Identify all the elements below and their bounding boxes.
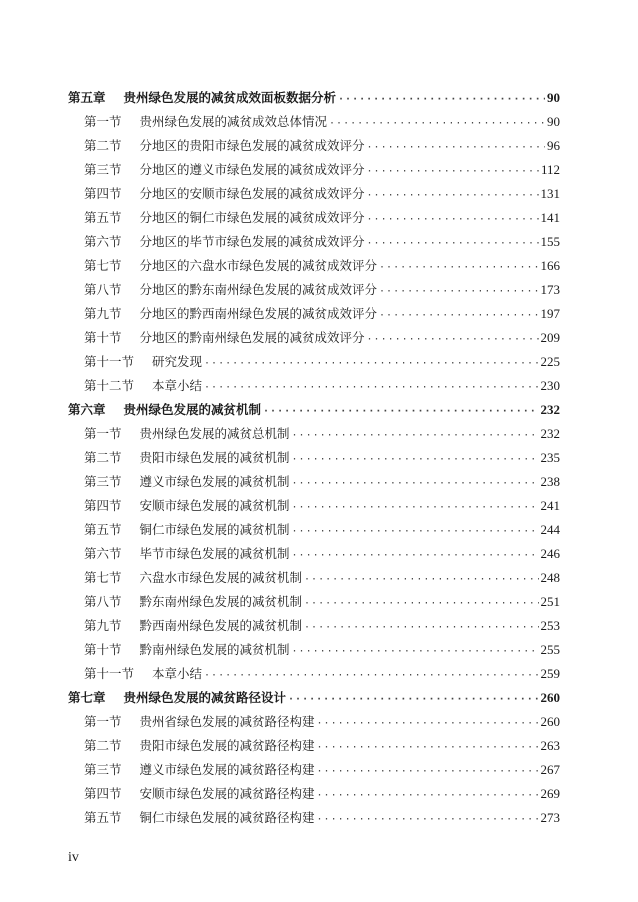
toc-entry-number: 第十节 [84,330,122,345]
toc-leader-dots [288,688,538,712]
toc-entry-number: 第十一节 [84,666,135,681]
toc-entry-title: 黔西南州绿色发展的减贫机制 [139,618,303,633]
toc-entry-title: 分地区的贵阳市绿色发展的减贫成效评分 [139,138,365,153]
toc-entry-title: 安顺市绿色发展的减贫路径构建 [139,786,315,801]
toc-entry-number: 第一节 [84,714,122,729]
toc-section-entry[interactable] [68,470,560,494]
table-of-contents [68,86,560,830]
toc-entry-number: 第六章 [68,402,106,417]
toc-entry-number: 第三节 [84,762,122,777]
toc-entry-number: 第十一节 [84,354,135,369]
toc-leader-dots [367,184,539,208]
toc-section-entry[interactable] [68,230,560,254]
toc-leader-dots [292,448,539,472]
toc-section-entry[interactable] [68,110,560,134]
toc-section-entry[interactable] [68,182,560,206]
toc-entry-number: 第四节 [84,786,122,801]
toc-entry-title: 贵阳市绿色发展的减贫机制 [139,450,290,465]
toc-entry-number: 第七节 [84,258,122,273]
toc-leader-dots [379,256,538,280]
toc-entry-page: 269 [540,786,560,801]
toc-chapter-entry[interactable] [68,398,560,422]
toc-section-entry[interactable] [68,758,560,782]
toc-leader-dots [367,208,539,232]
toc-entry-title: 分地区的遵义市绿色发展的减贫成效评分 [139,162,365,177]
toc-leader-dots [292,544,539,568]
toc-entry-page: 232 [540,426,560,441]
toc-section-entry[interactable] [68,734,560,758]
toc-entry-page: 225 [540,354,560,369]
toc-leader-dots [204,664,538,688]
toc-section-entry[interactable] [68,326,560,350]
toc-entry-title: 黔南州绿色发展的减贫机制 [139,642,290,657]
toc-entry-page: 209 [540,330,560,345]
toc-entry-title: 贵州绿色发展的减贫成效总体情况 [139,114,328,129]
toc-entry-title: 遵义市绿色发展的减贫机制 [139,474,290,489]
toc-entry-page: 241 [540,498,560,513]
toc-entry-title: 六盘水市绿色发展的减贫机制 [139,570,303,585]
toc-entry-title: 研究发现 [152,354,203,369]
toc-leader-dots [204,352,538,376]
toc-entry-title: 贵州绿色发展的减贫成效面板数据分析 [123,90,337,105]
toc-entry-page: 248 [540,570,560,585]
toc-entry-page: 166 [540,258,560,273]
toc-entry-title: 分地区的毕节市绿色发展的减贫成效评分 [139,234,365,249]
toc-leader-dots [292,472,539,496]
toc-entry-page: 238 [540,474,560,489]
toc-entry-page: 141 [540,210,560,225]
toc-entry-number: 第九节 [84,618,122,633]
toc-section-entry[interactable] [68,566,560,590]
toc-section-entry[interactable] [68,302,560,326]
toc-section-entry[interactable] [68,278,560,302]
toc-section-entry[interactable] [68,158,560,182]
toc-entry-number: 第七节 [84,570,122,585]
toc-leader-dots [317,712,539,736]
toc-entry-title: 分地区的六盘水市绿色发展的减贫成效评分 [139,258,378,273]
toc-section-entry[interactable] [68,614,560,638]
toc-entry-page: 259 [540,666,560,681]
toc-leader-dots [329,112,545,136]
toc-leader-dots [292,496,539,520]
toc-entry-page: 90 [547,90,560,105]
toc-entry-page: 155 [540,234,560,249]
toc-leader-dots [204,376,538,400]
toc-entry-number: 第三节 [84,474,122,489]
toc-entry-title: 贵州绿色发展的减贫总机制 [139,426,290,441]
toc-leader-dots [317,760,539,784]
toc-entry-page: 244 [540,522,560,537]
toc-entry-number: 第七章 [68,690,106,705]
toc-leader-dots [317,736,539,760]
toc-leader-dots [292,424,539,448]
toc-entry-page: 230 [540,378,560,393]
toc-leader-dots [379,280,538,304]
toc-entry-number: 第三节 [84,162,122,177]
toc-entry-number: 第六节 [84,234,122,249]
toc-entry-title: 贵州绿色发展的减贫路径设计 [123,690,287,705]
toc-entry-title: 分地区的黔西南州绿色发展的减贫成效评分 [139,306,378,321]
toc-section-entry[interactable] [68,254,560,278]
toc-leader-dots [317,784,539,808]
toc-entry-page: 251 [540,594,560,609]
toc-leader-dots [317,808,539,832]
toc-entry-title: 贵阳市绿色发展的减贫路径构建 [139,738,315,753]
toc-entry-number: 第四节 [84,498,122,513]
toc-leader-dots [367,328,539,352]
toc-entry-page: 131 [540,186,560,201]
toc-entry-title: 铜仁市绿色发展的减贫机制 [139,522,290,537]
toc-section-entry[interactable] [68,806,560,830]
toc-leader-dots [263,400,538,424]
toc-leader-dots [304,616,538,640]
toc-entry-title: 安顺市绿色发展的减贫机制 [139,498,290,513]
toc-entry-page: 90 [547,114,560,129]
toc-entry-page: 112 [540,162,560,177]
toc-entry-title: 分地区的黔南州绿色发展的减贫成效评分 [139,330,365,345]
toc-section-entry[interactable] [68,590,560,614]
toc-entry-number: 第十节 [84,642,122,657]
toc-entry-page: 260 [540,690,560,705]
page-number: iv [68,850,79,865]
toc-entry-number: 第五节 [84,810,122,825]
toc-entry-page: 173 [540,282,560,297]
toc-section-entry[interactable] [68,710,560,734]
toc-entry-title: 本章小结 [152,378,203,393]
toc-section-entry[interactable] [68,542,560,566]
toc-entry-number: 第五章 [68,90,106,105]
toc-entry-title: 贵州省绿色发展的减贫路径构建 [139,714,315,729]
toc-section-entry[interactable] [68,662,560,686]
toc-entry-page: 260 [540,714,560,729]
toc-entry-page: 235 [540,450,560,465]
toc-entry-number: 第五节 [84,522,122,537]
toc-section-entry[interactable] [68,134,560,158]
toc-section-entry[interactable] [68,638,560,662]
toc-entry-title: 毕节市绿色发展的减贫机制 [139,546,290,561]
toc-section-entry[interactable] [68,206,560,230]
toc-section-entry[interactable] [68,374,560,398]
toc-entry-number: 第四节 [84,186,122,201]
toc-leader-dots [379,304,538,328]
toc-section-entry[interactable] [68,422,560,446]
toc-entry-title: 分地区的安顺市绿色发展的减贫成效评分 [139,186,365,201]
toc-section-entry[interactable] [68,446,560,470]
toc-entry-number: 第一节 [84,426,122,441]
toc-entry-page: 197 [540,306,560,321]
toc-entry-title: 遵义市绿色发展的减贫路径构建 [139,762,315,777]
toc-chapter-entry[interactable] [68,686,560,710]
toc-leader-dots [367,160,539,184]
toc-leader-dots [367,136,545,160]
toc-leader-dots [338,88,545,112]
toc-leader-dots [292,520,539,544]
toc-entry-title: 分地区的黔东南州绿色发展的减贫成效评分 [139,282,378,297]
toc-section-entry[interactable] [68,494,560,518]
toc-entry-page: 246 [540,546,560,561]
toc-entry-number: 第六节 [84,546,122,561]
toc-leader-dots [304,592,538,616]
toc-section-entry[interactable] [68,782,560,806]
toc-entry-number: 第八节 [84,282,122,297]
toc-chapter-entry[interactable] [68,86,560,110]
toc-section-entry[interactable] [68,518,560,542]
toc-entry-title: 黔东南州绿色发展的减贫机制 [139,594,303,609]
toc-entry-number: 第九节 [84,306,122,321]
toc-entry-page: 267 [540,762,560,777]
toc-leader-dots [367,232,539,256]
toc-entry-title: 本章小结 [152,666,203,681]
toc-entry-number: 第五节 [84,210,122,225]
toc-entry-number: 第十二节 [84,378,135,393]
toc-section-entry[interactable] [68,350,560,374]
toc-entry-title: 贵州绿色发展的减贫机制 [123,402,262,417]
toc-leader-dots [292,640,539,664]
toc-entry-page: 232 [540,402,560,417]
toc-entry-title: 分地区的铜仁市绿色发展的减贫成效评分 [139,210,365,225]
toc-entry-number: 第八节 [84,594,122,609]
toc-entry-page: 253 [540,618,560,633]
toc-entry-number: 第二节 [84,738,122,753]
toc-leader-dots [304,568,538,592]
toc-entry-page: 273 [540,810,560,825]
toc-entry-number: 第二节 [84,450,122,465]
toc-entry-title: 铜仁市绿色发展的减贫路径构建 [139,810,315,825]
toc-entry-page: 263 [540,738,560,753]
toc-entry-number: 第一节 [84,114,122,129]
toc-entry-page: 255 [540,642,560,657]
toc-entry-page: 96 [547,138,560,153]
toc-entry-number: 第二节 [84,138,122,153]
